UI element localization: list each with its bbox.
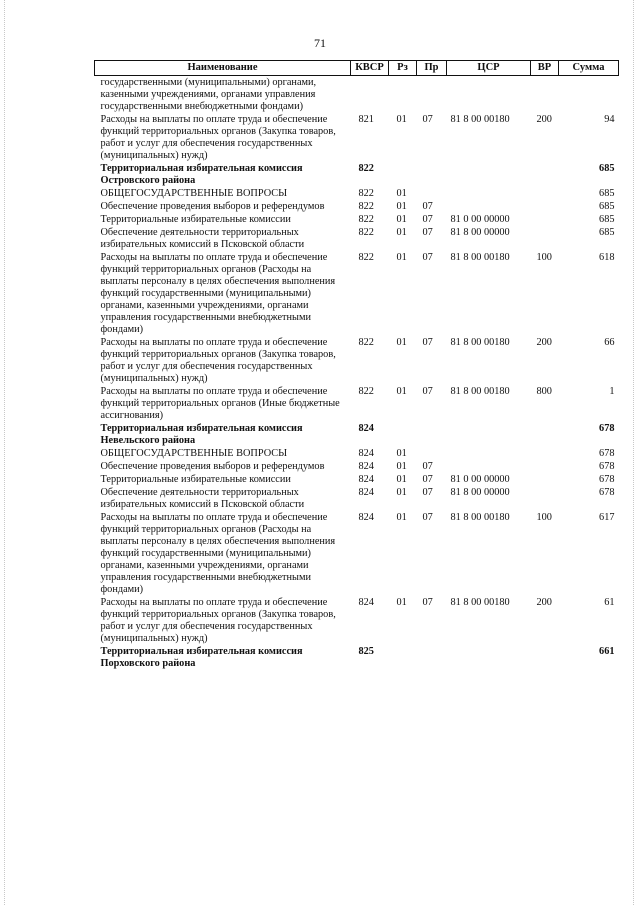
cell-csr: 81 8 00 00180 <box>450 337 510 348</box>
cell-csr: 81 8 00 00180 <box>450 512 510 523</box>
cell-name: Обеспечение деятельности территориальных избирательных комиссий в Псковской области <box>100 227 305 250</box>
cell-vr <box>531 76 559 114</box>
cell-pr <box>417 187 447 200</box>
cell-rz <box>389 645 417 670</box>
cell-name: ОБЩЕГОСУДАРСТВЕННЫЕ ВОПРОСЫ <box>100 448 288 459</box>
table-row <box>95 596 619 645</box>
cell-rz: 01 <box>396 114 407 125</box>
cell-csr <box>447 162 531 187</box>
header-vr: ВР <box>531 61 559 76</box>
cell-name: Расходы на выплаты по оплате труда и обеспечение функций территориальных органов (Расходы на выплаты персоналу в целях обеспечения выполнения функций государственными (муниципальными) органами, казенными учреждениями, органами управления государственными внебюджетными фондами) <box>100 512 336 595</box>
cell-vr <box>531 187 559 200</box>
cell-sum: 617 <box>599 512 615 523</box>
cell-csr <box>447 76 531 114</box>
cell-pr: 07 <box>422 252 433 263</box>
cell-rz: 01 <box>396 214 407 225</box>
header-rz: Рз <box>389 61 417 76</box>
cell-pr <box>417 422 447 447</box>
cell-sum: 94 <box>604 114 615 125</box>
cell-sum: 685 <box>599 163 615 174</box>
cell-rz <box>389 422 417 447</box>
header-name: Наименование <box>95 61 351 76</box>
cell-pr: 07 <box>422 474 433 485</box>
cell-name: Расходы на выплаты по оплате труда и обеспечение функций территориальных органов (Закупка товаров, работ и услуг для обеспечения государственных (муниципальных) нужд) <box>100 114 336 161</box>
cell-rz: 01 <box>396 201 407 212</box>
cell-csr: 81 0 00 00000 <box>450 474 510 485</box>
cell-rz <box>389 162 417 187</box>
table-row <box>95 460 619 473</box>
table-row-section <box>95 422 619 447</box>
cell-kvsr: 822 <box>358 214 374 225</box>
cell-kvsr: 822 <box>358 163 374 174</box>
cell-rz: 01 <box>396 337 407 348</box>
table-row-section <box>95 645 619 670</box>
cell-vr <box>531 200 559 213</box>
cell-sum: 678 <box>599 487 615 498</box>
cell-pr: 07 <box>422 487 433 498</box>
scan-edge-left <box>4 0 6 905</box>
cell-vr <box>531 645 559 670</box>
table-row <box>95 251 619 336</box>
cell-kvsr: 822 <box>358 386 374 397</box>
cell-kvsr: 825 <box>358 646 374 657</box>
cell-name: Обеспечение проведения выборов и референдумов <box>100 461 325 472</box>
cell-csr <box>447 187 531 200</box>
cell-csr <box>447 200 531 213</box>
cell-vr <box>531 460 559 473</box>
cell-sum: 678 <box>599 461 615 472</box>
table-row <box>95 486 619 511</box>
cell-sum: 661 <box>599 646 615 657</box>
cell-name: Территориальные избирательные комиссии <box>100 474 291 485</box>
header-pr: Пр <box>417 61 447 76</box>
cell-pr <box>417 447 447 460</box>
cell-kvsr: 824 <box>358 474 374 485</box>
cell-pr: 07 <box>422 386 433 397</box>
cell-csr: 81 8 00 00000 <box>450 227 510 238</box>
page-number: 71 <box>314 36 326 50</box>
cell-name: Обеспечение деятельности территориальных избирательных комиссий в Псковской области <box>100 487 305 510</box>
cell-name: Расходы на выплаты по оплате труда и обеспечение функций территориальных органов (Закупка товаров, работ и услуг для обеспечения государственных (муниципальных) нужд) <box>100 597 336 644</box>
cell-kvsr <box>351 76 389 114</box>
cell-kvsr: 824 <box>358 423 374 434</box>
cell-name: Территориальная избирательная комиссия Порховского района <box>100 646 303 669</box>
cell-sum: 66 <box>604 337 615 348</box>
budget-table <box>94 60 619 670</box>
cell-kvsr: 822 <box>358 252 374 263</box>
cell-pr: 07 <box>422 201 433 212</box>
table-body <box>95 76 619 671</box>
cell-rz: 01 <box>396 448 407 459</box>
cell-kvsr: 822 <box>358 227 374 238</box>
table-row <box>95 447 619 460</box>
cell-rz: 01 <box>396 597 407 608</box>
cell-pr <box>417 162 447 187</box>
cell-rz: 01 <box>396 188 407 199</box>
cell-vr: 200 <box>536 337 552 348</box>
table-row <box>95 200 619 213</box>
cell-name: ОБЩЕГОСУДАРСТВЕННЫЕ ВОПРОСЫ <box>100 188 288 199</box>
cell-sum: 685 <box>599 201 615 212</box>
cell-vr: 100 <box>536 512 552 523</box>
cell-vr <box>531 162 559 187</box>
cell-vr: 200 <box>536 114 552 125</box>
cell-name: Расходы на выплаты по оплате труда и обеспечение функций территориальных органов (Закупка товаров, работ и услуг для обеспечения государственных (муниципальных) нужд) <box>100 337 336 384</box>
cell-pr: 07 <box>422 512 433 523</box>
cell-csr: 81 8 00 00180 <box>450 386 510 397</box>
cell-kvsr: 822 <box>358 201 374 212</box>
header-csr: ЦСР <box>447 61 531 76</box>
cell-csr: 81 8 00 00180 <box>450 252 510 263</box>
cell-vr: 800 <box>536 386 552 397</box>
cell-kvsr: 824 <box>358 487 374 498</box>
table-row <box>95 226 619 251</box>
cell-sum: 618 <box>599 252 615 263</box>
cell-pr: 07 <box>422 337 433 348</box>
cell-kvsr: 824 <box>358 597 374 608</box>
cell-kvsr: 824 <box>358 461 374 472</box>
cell-pr: 07 <box>422 214 433 225</box>
cell-csr <box>447 460 531 473</box>
cell-rz: 01 <box>396 474 407 485</box>
cell-name: государственными (муниципальными) органами, казенными учреждениями, органами управления государственными внебюджетными фондами) <box>100 77 317 112</box>
cell-sum: 678 <box>599 474 615 485</box>
cell-sum: 685 <box>599 214 615 225</box>
cell-vr: 200 <box>536 597 552 608</box>
table-row <box>95 76 619 114</box>
cell-sum: 685 <box>599 188 615 199</box>
cell-rz: 01 <box>396 461 407 472</box>
cell-sum: 685 <box>599 227 615 238</box>
cell-pr <box>417 76 447 114</box>
cell-kvsr: 822 <box>358 337 374 348</box>
table-header-row <box>95 61 619 76</box>
cell-vr <box>531 447 559 460</box>
cell-vr <box>531 473 559 486</box>
cell-name: Расходы на выплаты по оплате труда и обеспечение функций территориальных органов (Иные бюджетные ассигнования) <box>100 386 340 421</box>
cell-sum: 1 <box>609 386 615 397</box>
cell-name: Территориальная избирательная комиссия Островского района <box>100 163 303 186</box>
cell-kvsr: 824 <box>358 512 374 523</box>
cell-vr <box>531 486 559 511</box>
cell-sum <box>559 76 619 114</box>
cell-name: Обеспечение проведения выборов и референдумов <box>100 201 325 212</box>
table-row <box>95 473 619 486</box>
cell-rz: 01 <box>396 227 407 238</box>
cell-name: Территориальная избирательная комиссия Невельского района <box>100 423 303 446</box>
cell-rz <box>389 76 417 114</box>
cell-kvsr: 824 <box>358 448 374 459</box>
cell-pr: 07 <box>422 597 433 608</box>
cell-kvsr: 821 <box>358 114 374 125</box>
cell-vr <box>531 213 559 226</box>
cell-name: Территориальные избирательные комиссии <box>100 214 291 225</box>
cell-rz: 01 <box>396 487 407 498</box>
cell-pr: 07 <box>422 227 433 238</box>
cell-csr <box>447 645 531 670</box>
cell-sum: 678 <box>599 448 615 459</box>
table-row <box>95 213 619 226</box>
scan-edge-right <box>633 0 635 905</box>
cell-vr <box>531 422 559 447</box>
header-kvsr: КВСР <box>351 61 389 76</box>
cell-sum: 61 <box>604 597 615 608</box>
cell-csr <box>447 447 531 460</box>
cell-sum: 678 <box>599 423 615 434</box>
cell-rz: 01 <box>396 386 407 397</box>
table-row <box>95 385 619 422</box>
table-row-section <box>95 162 619 187</box>
table-row <box>95 113 619 162</box>
header-sum: Сумма <box>559 61 619 76</box>
cell-csr: 81 0 00 00000 <box>450 214 510 225</box>
cell-csr: 81 8 00 00180 <box>450 114 510 125</box>
cell-vr <box>531 226 559 251</box>
cell-csr: 81 8 00 00000 <box>450 487 510 498</box>
cell-pr: 07 <box>422 114 433 125</box>
cell-csr <box>447 422 531 447</box>
table-row <box>95 336 619 385</box>
cell-kvsr: 822 <box>358 188 374 199</box>
cell-pr: 07 <box>422 461 433 472</box>
cell-vr: 100 <box>536 252 552 263</box>
cell-rz: 01 <box>396 252 407 263</box>
cell-rz: 01 <box>396 512 407 523</box>
cell-pr <box>417 645 447 670</box>
cell-csr: 81 8 00 00180 <box>450 597 510 608</box>
table-row <box>95 187 619 200</box>
table-row <box>95 511 619 596</box>
cell-name: Расходы на выплаты по оплате труда и обеспечение функций территориальных органов (Расходы на выплаты персоналу в целях обеспечения выполнения функций государственными (муниципальными) органами, казенными учреждениями, органами управления государственными внебюджетными фондами) <box>100 252 336 335</box>
